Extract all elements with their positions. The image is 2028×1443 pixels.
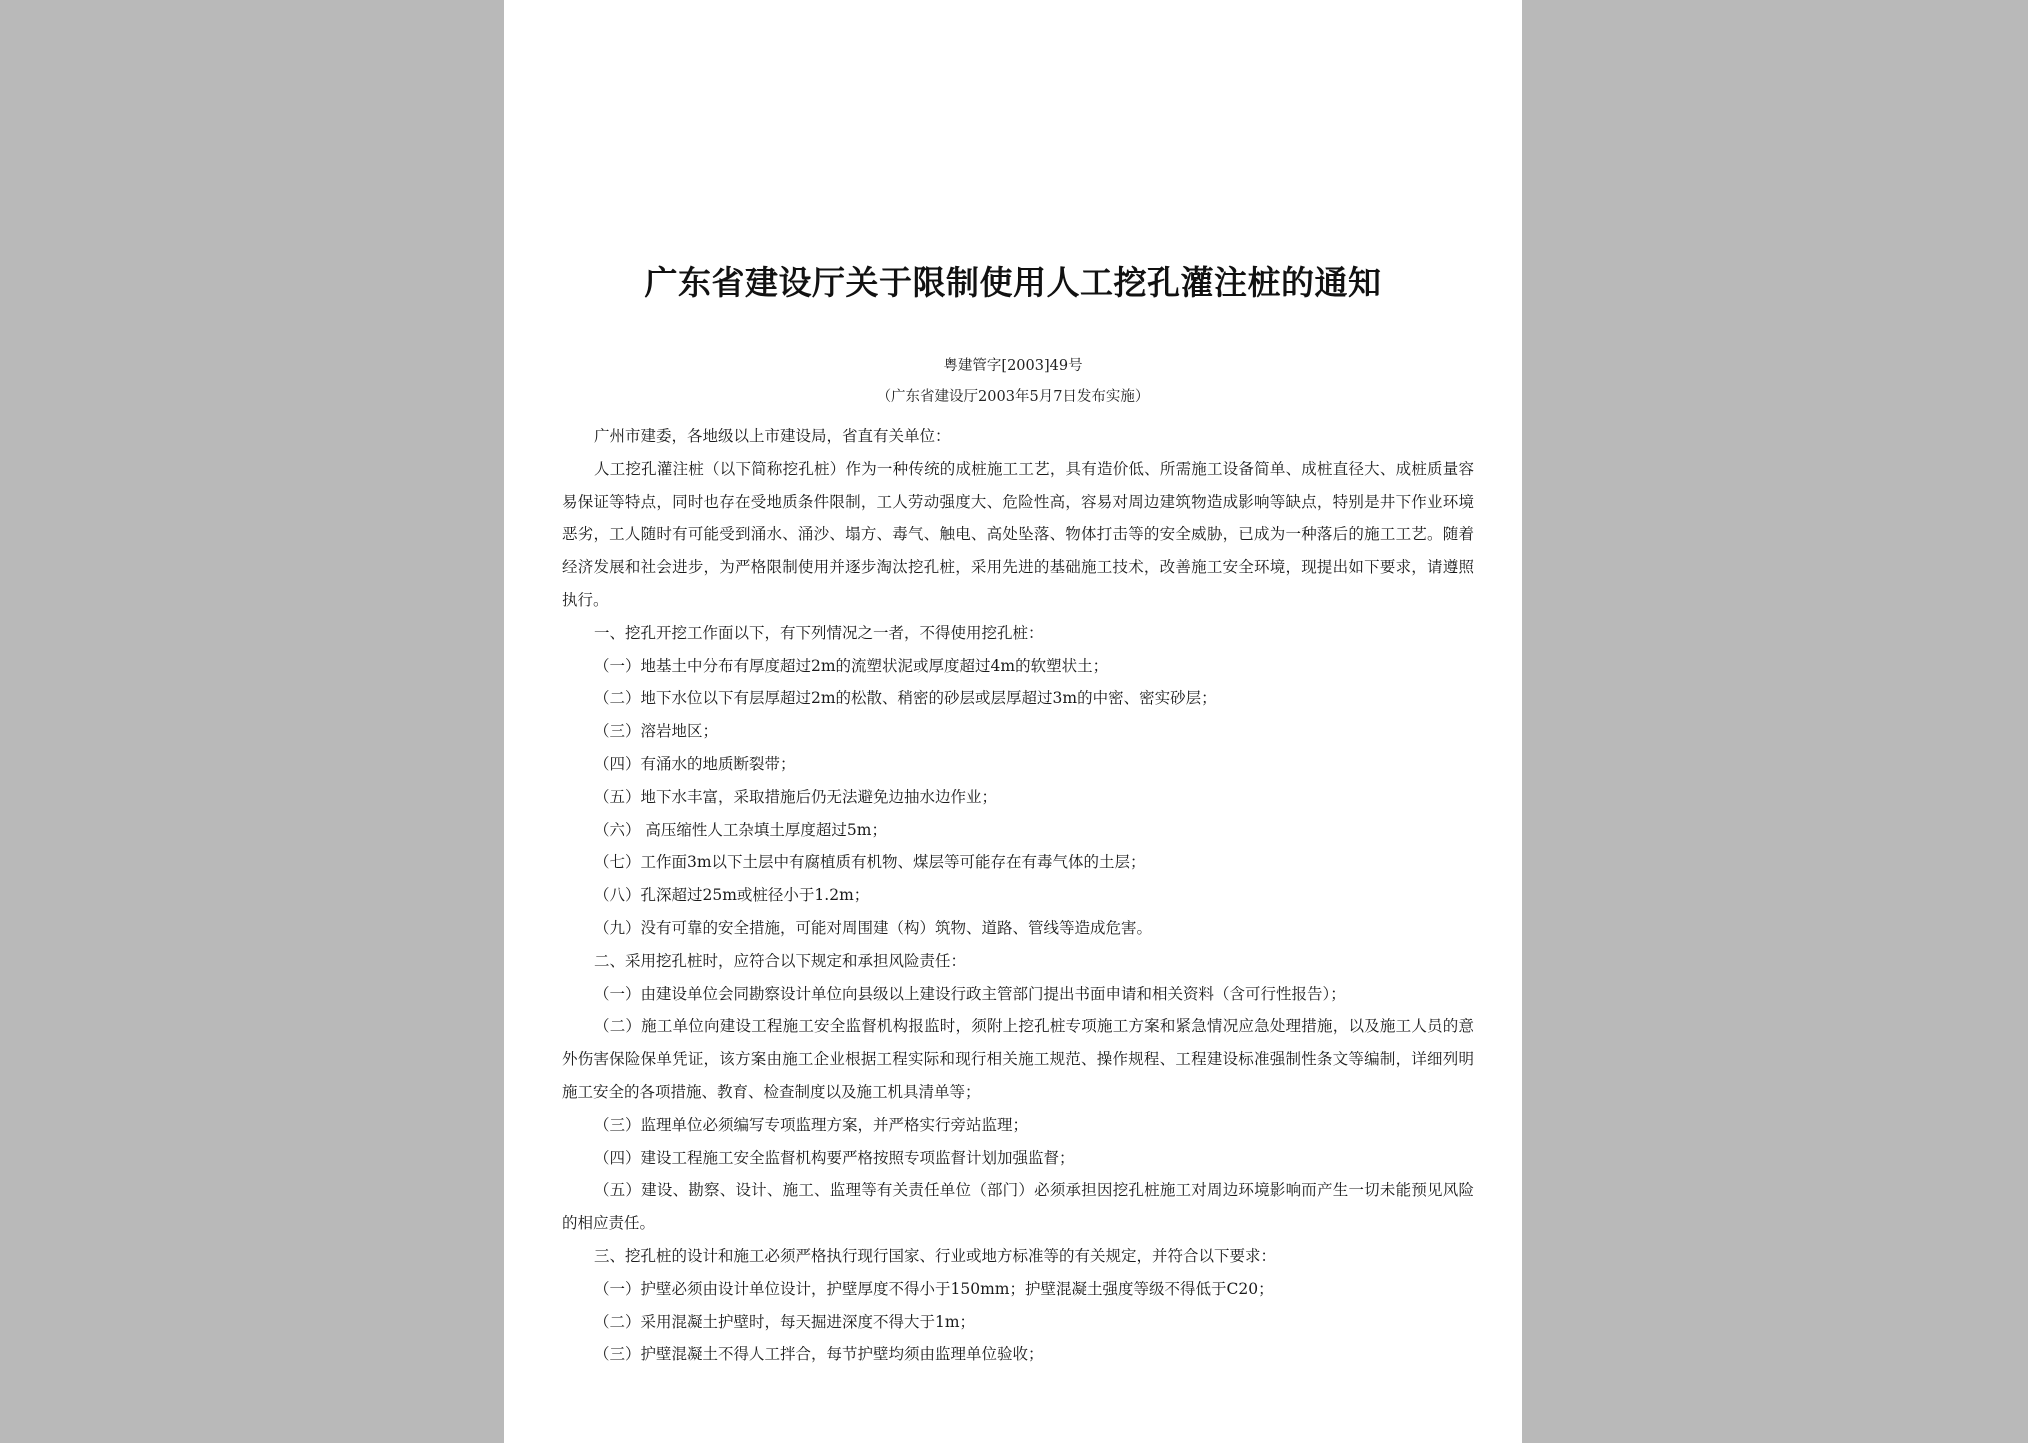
document-body xyxy=(562,420,1474,1371)
section-heading: 二、采用挖孔桩时，应符合以下规定和承担风险责任： xyxy=(594,951,967,970)
list-item: （五）地下水丰富，采取措施后仍无法避免边抽水边作业； xyxy=(594,787,998,806)
list-item: （八）孔深超过25m或桩径小于1.2m； xyxy=(594,886,870,905)
list-item: （一）由建设单位会同勘察设计单位向县级以上建设行政主管部门提出书面申请和相关资料（含可行性报告）； xyxy=(594,984,1346,1003)
document-title: 广东省建设厅关于限制使用人工挖孔灌注桩的通知 xyxy=(644,263,1382,302)
list-item: （四）有涌水的地质断裂带； xyxy=(594,754,796,773)
list-item: （五）建设、勘察、设计、施工、监理等有关责任单位（部门）必须承担因挖孔桩施工对周边环境影响而产生一切未能预见风险的相应责任。 xyxy=(562,1181,1474,1233)
list-item: （四）建设工程施工安全监督机构要严格按照专项监督计划加强监督； xyxy=(594,1148,1075,1167)
list-item: （三）溶岩地区； xyxy=(594,722,719,741)
release-note: （广东省建设厅2003年5月7日发布实施） xyxy=(876,389,1150,405)
section-heading: 三、挖孔桩的设计和施工必须严格执行现行国家、行业或地方标准等的有关规定，并符合以下要求： xyxy=(594,1246,1277,1265)
list-item: （二）采用混凝土护壁时，每天掘进深度不得大于1m； xyxy=(594,1312,976,1331)
list-item: （一）地基土中分布有厚度超过2m的流塑状泥或厚度超过4m的软塑状土； xyxy=(594,656,1109,675)
list-item: （七）工作面3m以下土层中有腐植质有机物、煤层等可能存在有毒气体的土层； xyxy=(594,853,1146,872)
list-item: （六） 高压缩性人工杂填土厚度超过5m； xyxy=(594,820,887,839)
document-number: 粤建管字[2003]49号 xyxy=(943,358,1083,374)
document-page xyxy=(504,0,1522,1443)
list-item: （二）施工单位向建设工程施工安全监督机构报监时，须附上挖孔桩专项施工方案和紧急情况应急处理措施，以及施工人员的意外伤害保险保单凭证，该方案由施工企业根据工程实际和现行相关施工规范、操作规程、工程建设标准强制性条文等编制，详细列明施工安全的各项措施、教育、检查制度以及施工机具清单等； xyxy=(562,1017,1474,1101)
salutation: 广州市建委，各地级以上市建设局，省直有关单位： xyxy=(594,427,951,445)
list-item: （一）护壁必须由设计单位设计，护壁厚度不得小于150mm；护壁混凝土强度等级不得低于C20； xyxy=(594,1279,1274,1298)
list-item: （三）护壁混凝土不得人工拌合，每节护壁均须由监理单位验收； xyxy=(594,1345,1044,1364)
list-item: （二）地下水位以下有层厚超过2m的松散、稍密的砂层或层厚超过3m的中密、密实砂层； xyxy=(594,689,1217,708)
section-heading: 一、挖孔开挖工作面以下，有下列情况之一者，不得使用挖孔桩： xyxy=(594,623,1044,642)
body-paragraph: 人工挖孔灌注桩（以下简称挖孔桩）作为一种传统的成桩施工工艺，具有造价低、所需施工设备简单、成桩直径大、成桩质量容易保证等特点，同时也存在受地质条件限制，工人劳动强度大、危险性高，容易对周边建筑物造成影响等缺点，特别是井下作业环境恶劣，工人随时有可能受到涌水、涌沙、塌方、毒气、触电、高处坠落、物体打击等的安全威胁，已成为一种落后的施工工艺。随着经济发展和社会进步，为严格限制使用并逐步淘汰挖孔桩，采用先进的基础施工技术，改善施工安全环境，现提出如下要求，请遵照执行。 xyxy=(562,459,1474,609)
list-item: （九）没有可靠的安全措施，可能对周围建（构）筑物、道路、管线等造成危害。 xyxy=(594,918,1153,937)
list-item: （三）监理单位必须编写专项监理方案，并严格实行旁站监理； xyxy=(594,1115,1029,1134)
